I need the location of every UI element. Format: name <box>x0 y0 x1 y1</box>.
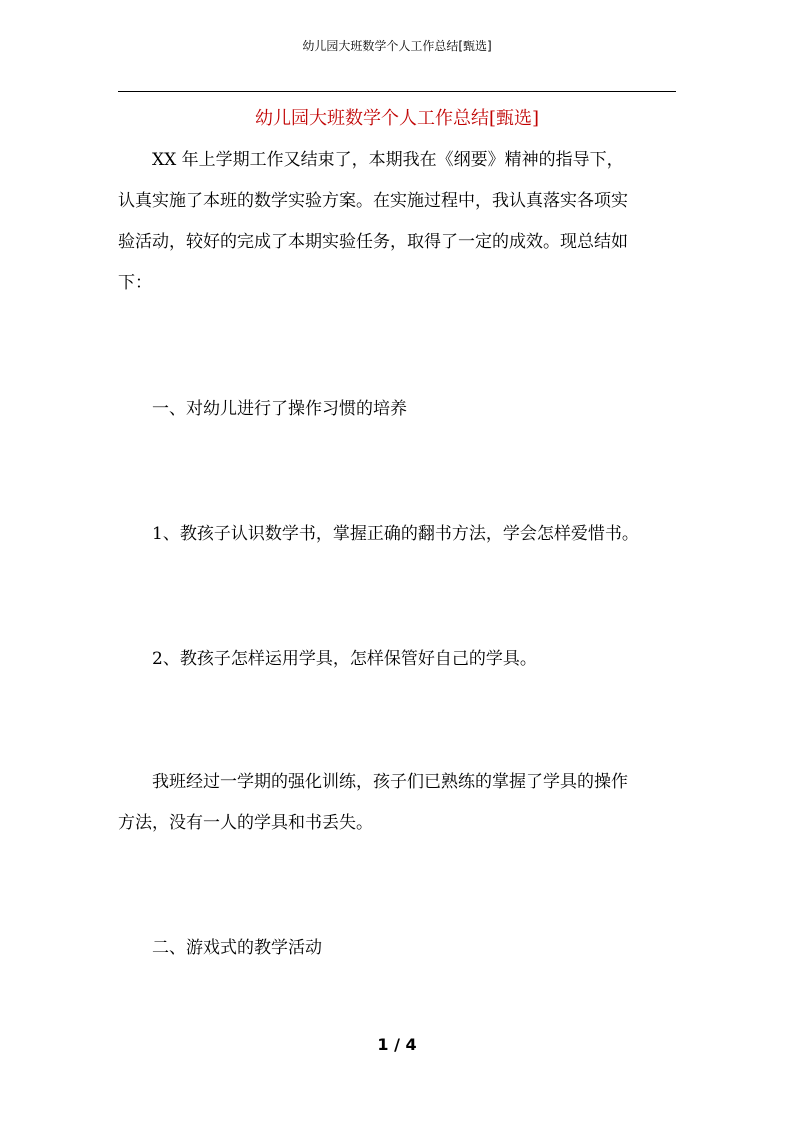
paragraph-line: 下： <box>118 273 152 293</box>
section-heading-1: 一、对幼儿进行了操作习惯的培养 <box>118 399 407 419</box>
paragraph-line: 方法，没有一人的学具和书丢失。 <box>118 813 373 833</box>
list-item-1: 1、教孩子认识数学书，掌握正确的翻书方法，学会怎样爱惜书。 <box>118 524 639 544</box>
header-divider <box>118 91 676 92</box>
intro-paragraph <box>118 140 678 304</box>
paragraph-line: 我班经过一学期的强化训练，孩子们已熟练的掌握了学具的操作 <box>118 772 628 792</box>
list-item-2: 2、教孩子怎样运用学具，怎样保管好自己的学具。 <box>118 649 537 669</box>
running-header: 幼儿园大班数学个人工作总结[甄选] <box>302 39 492 53</box>
page-number: 1 / 4 <box>377 1035 417 1054</box>
paragraph-line: XX 年上学期工作又结束了，本期我在《纲要》精神的指导下， <box>118 150 624 170</box>
paragraph-line: 认真实施了本班的数学实验方案。在实施过程中，我认真落实各项实 <box>118 191 628 211</box>
paragraph-line: 验活动，较好的完成了本期实验任务，取得了一定的成效。现总结如 <box>118 232 628 252</box>
body-paragraph <box>118 762 678 844</box>
document-title: 幼儿园大班数学个人工作总结[甄选] <box>254 108 540 129</box>
section-heading-2: 二、游戏式的教学活动 <box>118 938 322 958</box>
